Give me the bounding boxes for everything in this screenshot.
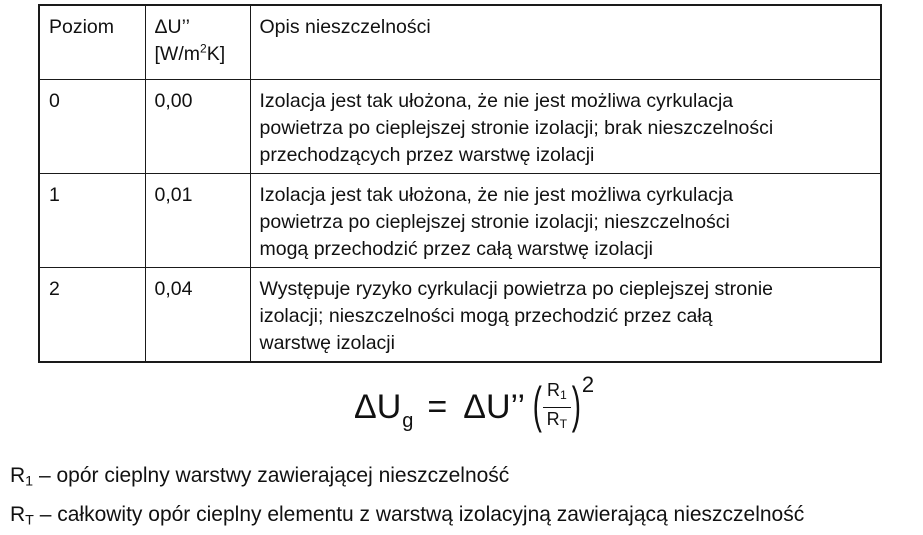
header-level: Poziom bbox=[39, 5, 145, 79]
header-unit-pre: [W/m bbox=[154, 43, 200, 65]
definition-symbol: R bbox=[10, 503, 26, 526]
cell-value: 0,00 bbox=[145, 79, 250, 173]
cell-level: 2 bbox=[39, 267, 145, 362]
formula-lhs: ΔU bbox=[354, 387, 402, 426]
description-line: Izolacja jest tak ułożona, że nie jest możliwa cyrkulacja bbox=[259, 183, 734, 206]
formula-parenthesis bbox=[529, 377, 585, 433]
delta-ug-formula bbox=[354, 372, 594, 442]
definition-sub: 1 bbox=[25, 473, 34, 490]
formula-rhs: ΔU’’ bbox=[463, 387, 526, 426]
definition-symbol: R bbox=[10, 464, 26, 487]
cell-description bbox=[250, 173, 881, 267]
definition-text: – całkowity opór cieplny elementu z warstwą izolacyjną zawierającą nieszczelność bbox=[33, 503, 805, 526]
definition-text: – opór cieplny warstwy zawierającej nieszczelność bbox=[33, 464, 510, 487]
table-row bbox=[39, 267, 881, 362]
fraction-numerator bbox=[543, 380, 571, 407]
table-row bbox=[39, 173, 881, 267]
description-line: przechodzących przez warstwę izolacji bbox=[259, 143, 595, 166]
cell-value: 0,04 bbox=[145, 267, 250, 362]
cell-description bbox=[250, 79, 881, 173]
numerator-sub: 1 bbox=[560, 388, 567, 403]
description-line: izolacji; nieszczelności mogą przechodzić przez całą bbox=[259, 304, 713, 327]
fraction-denominator bbox=[543, 408, 571, 434]
definition-rt bbox=[10, 503, 804, 529]
formula-exponent: 2 bbox=[581, 372, 595, 397]
header-delta-u-symbol: ΔU’’ bbox=[154, 16, 190, 38]
description-line: Występuje ryzyko cyrkulacji powietrza po cieplejszej stronie bbox=[259, 277, 774, 300]
denominator-sub: T bbox=[559, 416, 568, 431]
table-row bbox=[39, 79, 881, 173]
numerator-symbol: R bbox=[547, 380, 560, 401]
leakage-levels-table bbox=[38, 4, 882, 363]
description-line: mogą przechodzić przez całą warstwę izolacji bbox=[259, 237, 653, 260]
resistance-ratio bbox=[543, 380, 571, 433]
header-delta-u bbox=[145, 5, 250, 79]
right-paren: ) bbox=[571, 377, 582, 433]
description-line: warstwę izolacji bbox=[259, 331, 395, 354]
formula-lhs-sub: g bbox=[402, 409, 414, 432]
definition-r1 bbox=[10, 464, 509, 490]
description-line: powietrza po cieplejszej stronie izolacji; nieszczelności bbox=[259, 210, 730, 233]
cell-description bbox=[250, 267, 881, 362]
header-unit-post: K] bbox=[206, 43, 226, 65]
formula-equals: = bbox=[427, 387, 448, 426]
left-paren: ( bbox=[532, 377, 542, 433]
description-line: powietrza po cieplejszej stronie izolacji; brak nieszczelności bbox=[259, 116, 774, 139]
description-line: Izolacja jest tak ułożona, że nie jest możliwa cyrkulacja bbox=[259, 89, 734, 112]
denominator-symbol: R bbox=[546, 408, 560, 429]
cell-level: 0 bbox=[39, 79, 145, 173]
cell-level: 1 bbox=[39, 173, 145, 267]
header-unit-sup: 2 bbox=[199, 41, 207, 56]
header-description: Opis nieszczelności bbox=[250, 5, 881, 79]
definition-sub: T bbox=[25, 512, 34, 529]
cell-value: 0,01 bbox=[145, 173, 250, 267]
table-header-row bbox=[39, 5, 881, 79]
